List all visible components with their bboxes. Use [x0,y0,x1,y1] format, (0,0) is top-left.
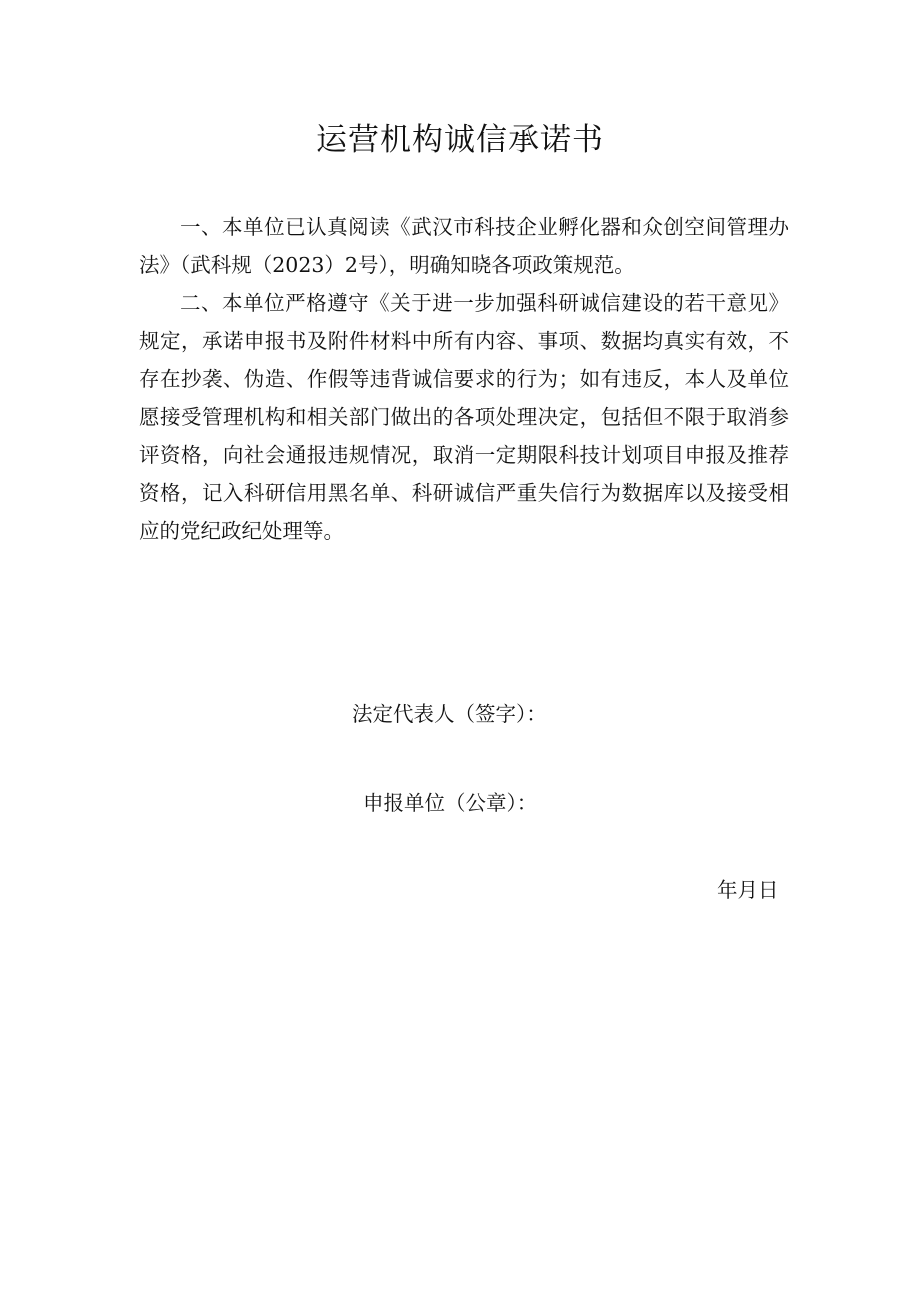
paragraph-2: 二、本单位严格遵守《关于进一步加强科研诚信建设的若干意见》规定，承诺申报书及附件材料中所有内容、事项、数据均真实有效，不存在抄袭、伪造、作假等违背诚信要求的行为；如有违反，本人及单位愿接受管理机构和相关部门做出的各项处理决定，包括但不限于取消参评资格，向社会通报违规情况，取消一定期限科技计划项目申报及推荐资格，记入科研信用黑名单、科研诚信严重失信行为数据库以及接受相应的党纪政纪处理等。 [139,291,789,543]
applicant-unit-seal-label: 申报单位（公章）： [363,791,538,815]
document-title: 运营机构诚信承诺书 [316,122,604,158]
legal-representative-signature-label: 法定代表人（签字）： [352,702,547,726]
document-body [139,208,789,550]
paragraph-1: 一、本单位已认真阅读《武汉市科技企业孵化器和众创空间管理办法》（武科规（2023）2号），明确知晓各项政策规范。 [139,215,789,277]
date-label: 年月日 [717,878,779,902]
